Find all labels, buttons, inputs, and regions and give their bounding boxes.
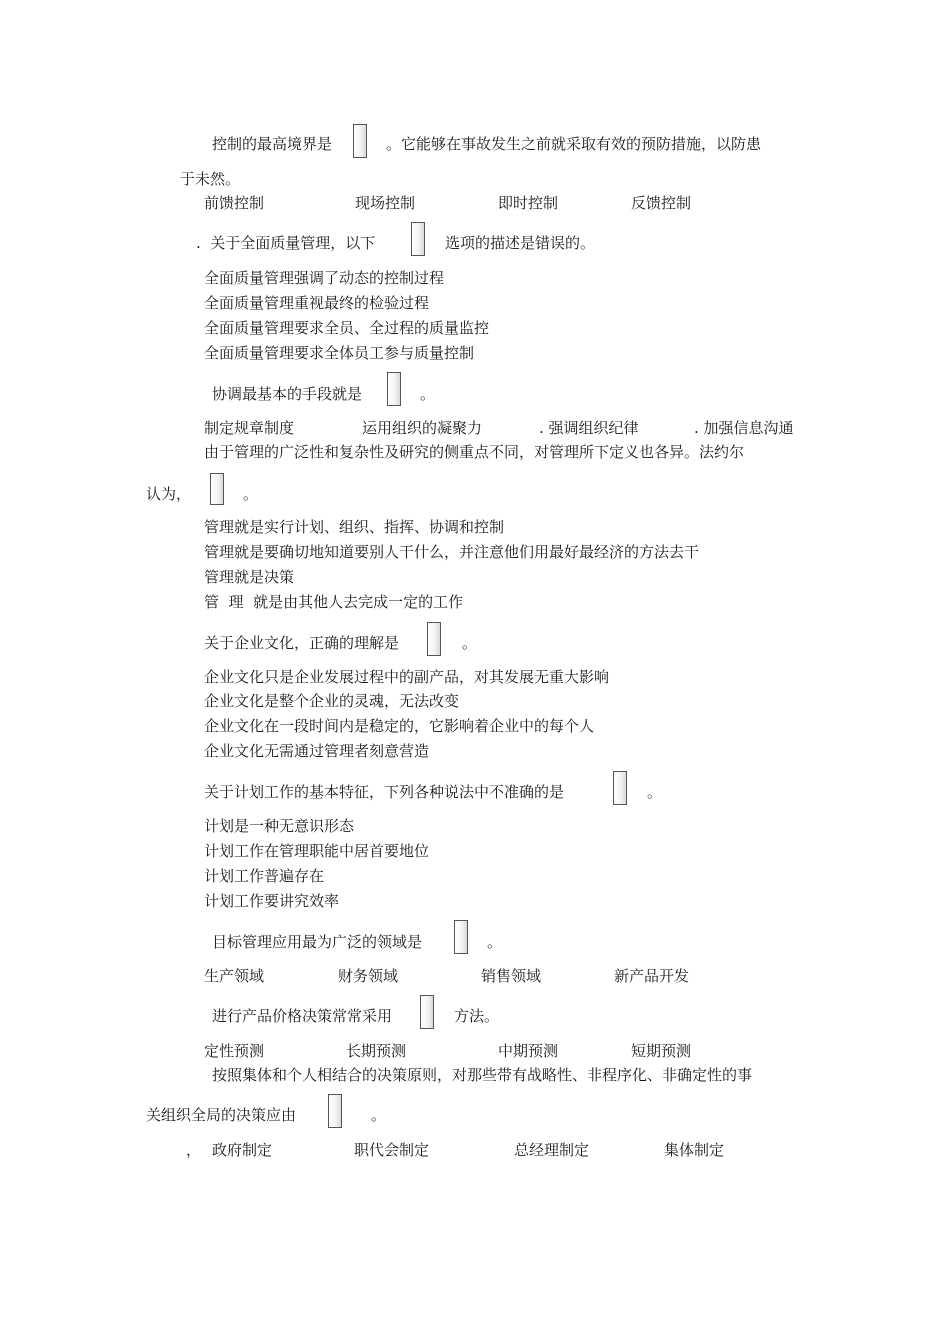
q7-option-a: 生产领域 bbox=[204, 967, 265, 985]
q6-option-b: 计划工作在管理职能中居首要地位 bbox=[204, 842, 430, 860]
q5-option-b: 企业文化是整个企业的灵魂，无法改变 bbox=[204, 692, 460, 710]
q5-option-c: 企业文化在一段时间内是稳定的，它影响着企业中的每个人 bbox=[204, 717, 595, 735]
q8-stem-part2: 方法。 bbox=[454, 1007, 500, 1025]
q2-option-a: 全面质量管理强调了动态的控制过程 bbox=[204, 269, 445, 287]
q4-option-b: 管理就是要确切地知道要别人干什么，并注意他们用最好最经济的方法去干 bbox=[204, 543, 700, 561]
q4-stem-part2: 认为， bbox=[146, 485, 192, 503]
q9-answer-blank[interactable] bbox=[328, 1094, 342, 1128]
q6-option-a: 计划是一种无意识形态 bbox=[204, 817, 355, 835]
q9-stem-part1: 按照集体和个人相结合的决策原则，对那些带有战略性、非程序化、非确定性的事 bbox=[212, 1066, 753, 1084]
q2-option-b: 全面质量管理重视最终的检验过程 bbox=[204, 294, 430, 312]
q5-stem-part1: 关于企业文化，正确的理解是 bbox=[204, 634, 400, 652]
q6-stem-part1: 关于计划工作的基本特征，下列各种说法中不准确的是 bbox=[204, 783, 565, 801]
q8-option-c: 中期预测 bbox=[498, 1042, 559, 1060]
q1-stem-part2: 。它能够在事故发生之前就采取有效的预防措施，以防患 bbox=[386, 135, 762, 153]
q6-stem-part2: 。 bbox=[647, 783, 663, 801]
q1-answer-blank[interactable] bbox=[353, 124, 367, 158]
q1-option-b: 现场控制 bbox=[355, 194, 416, 212]
q9-option-d: 集体制定 bbox=[664, 1141, 725, 1159]
q4-option-d: 管 理 就是由其他人去完成一定的工作 bbox=[204, 593, 464, 611]
q3-option-a: 制定规章制度 bbox=[204, 419, 295, 437]
q7-stem-part2: 。 bbox=[487, 933, 503, 951]
q4-option-a: 管理就是实行计划、组织、指挥、协调和控制 bbox=[204, 518, 505, 536]
q9-lead-mark: ， bbox=[186, 1141, 202, 1159]
q5-option-a: 企业文化只是企业发展过程中的副产品，对其发展无重大影响 bbox=[204, 668, 610, 686]
q4-stem-part1: 由于管理的广泛性和复杂性及研究的侧重点不同，对管理所下定义也各异。法约尔 bbox=[204, 443, 745, 461]
q8-option-b: 长期预测 bbox=[346, 1042, 407, 1060]
q3-option-c: . 强调组织纪律 bbox=[539, 419, 639, 437]
q4-stem-part3: 。 bbox=[243, 485, 259, 503]
q7-option-c: 销售领域 bbox=[481, 967, 542, 985]
q9-option-a: 政府制定 bbox=[212, 1141, 273, 1159]
q7-option-b: 财务领域 bbox=[338, 967, 399, 985]
q4-option-c: 管理就是决策 bbox=[204, 568, 295, 586]
q1-stem-part1: 控制的最高境界是 bbox=[212, 135, 333, 153]
q2-stem-part2: 选项的描述是错误的。 bbox=[445, 234, 596, 252]
q9-option-b: 职代会制定 bbox=[354, 1141, 430, 1159]
q1-option-a: 前馈控制 bbox=[204, 194, 265, 212]
q9-stem-part2: 关组织全局的决策应由 bbox=[146, 1106, 297, 1124]
q8-option-d: 短期预测 bbox=[631, 1042, 692, 1060]
q7-option-d: 新产品开发 bbox=[614, 967, 690, 985]
q8-answer-blank[interactable] bbox=[420, 995, 434, 1029]
q6-option-d: 计划工作要讲究效率 bbox=[204, 892, 340, 910]
q3-answer-blank[interactable] bbox=[387, 372, 401, 406]
q5-answer-blank[interactable] bbox=[427, 622, 441, 656]
q6-answer-blank[interactable] bbox=[613, 771, 627, 805]
q7-answer-blank[interactable] bbox=[454, 920, 468, 954]
q1-stem-part3: 于未然。 bbox=[180, 170, 241, 188]
q2-answer-blank[interactable] bbox=[411, 222, 425, 256]
q9-stem-part3: 。 bbox=[371, 1106, 387, 1124]
q2-option-c: 全面质量管理要求全员、全过程的质量监控 bbox=[204, 319, 490, 337]
q3-stem-part2: 。 bbox=[420, 385, 436, 403]
q3-option-b: 运用组织的凝聚力 bbox=[362, 419, 483, 437]
q6-option-c: 计划工作普遍存在 bbox=[204, 867, 325, 885]
q3-option-d: . 加强信息沟通 bbox=[694, 419, 794, 437]
q2-option-d: 全面质量管理要求全体员工参与质量控制 bbox=[204, 344, 475, 362]
q5-option-d: 企业文化无需通过管理者刻意营造 bbox=[204, 742, 430, 760]
q8-stem-part1: 进行产品价格决策常常采用 bbox=[212, 1007, 393, 1025]
q1-option-c: 即时控制 bbox=[498, 194, 559, 212]
q9-option-c: 总经理制定 bbox=[514, 1141, 590, 1159]
q3-stem-part1: 协调最基本的手段就是 bbox=[212, 385, 363, 403]
q4-answer-blank[interactable] bbox=[210, 473, 224, 505]
q7-stem-part1: 目标管理应用最为广泛的领域是 bbox=[212, 933, 423, 951]
q8-option-a: 定性预测 bbox=[204, 1042, 265, 1060]
q1-option-d: 反馈控制 bbox=[631, 194, 692, 212]
q2-stem-part1: . 关于全面质量管理，以下 bbox=[196, 234, 376, 252]
q5-stem-part2: 。 bbox=[462, 634, 478, 652]
